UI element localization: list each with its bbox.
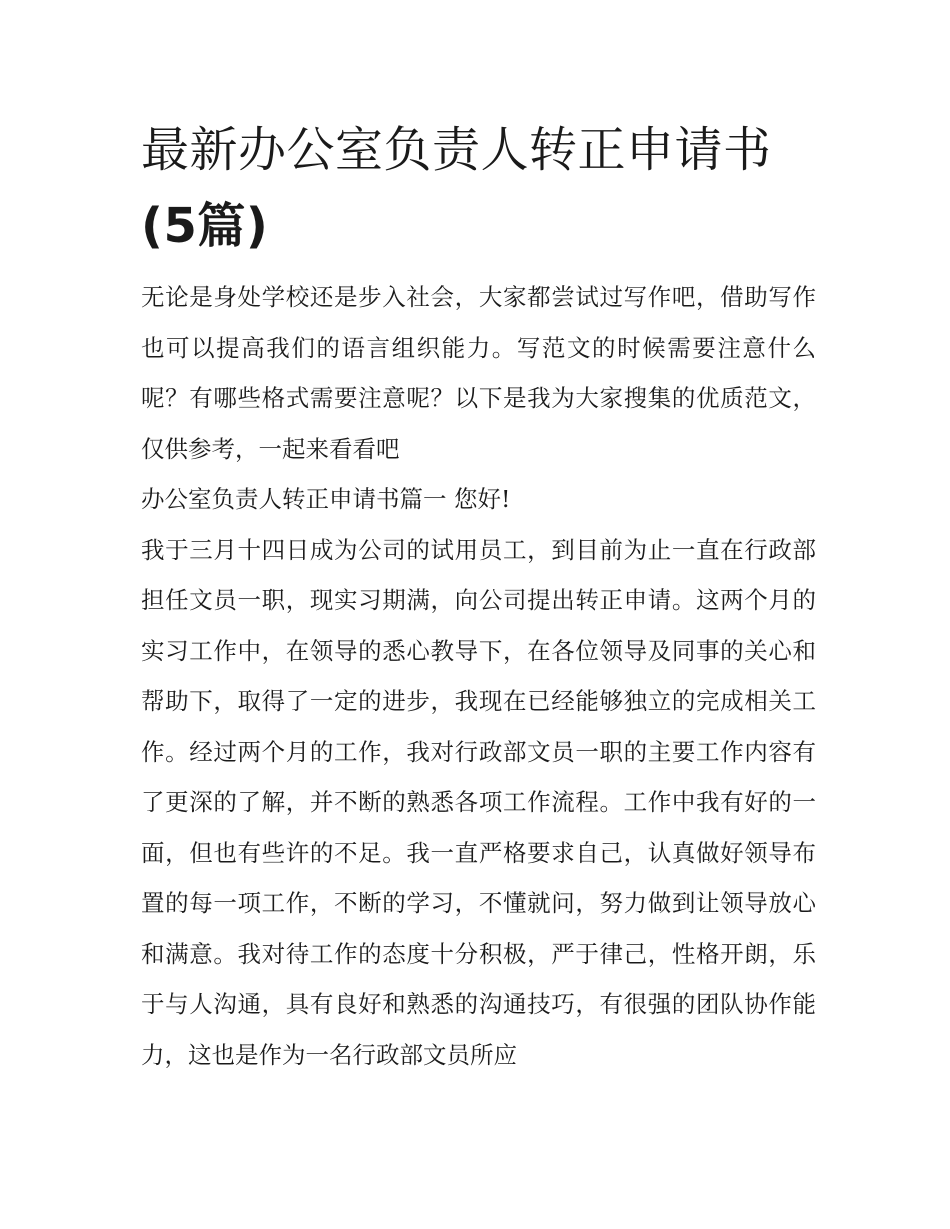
- section-heading-paragraph: 办公室负责人转正申请书篇一 您好!: [141, 485, 511, 513]
- document-body: [141, 272, 816, 1080]
- title-suffix: (5篇): [141, 198, 269, 254]
- document-content: [141, 112, 816, 1080]
- document-title: [141, 112, 816, 264]
- title-main: 最新办公室负责人转正申请书: [141, 122, 772, 178]
- intro-paragraph: 无论是身处学校还是步入社会，大家都尝试过写作吧，借助写作也可以提高我们的语言组织能力。写范文的时候需要注意什么呢？有哪些格式需要注意呢？以下是我为大家搜集的优质范文，仅供参考，一起来看看吧: [141, 283, 816, 463]
- body-paragraph: 我于三月十四日成为公司的试用员工，到目前为止一直在行政部担任文员一职，现实习期满，向公司提出转正申请。这两个月的实习工作中，在领导的悉心教导下，在各位领导及同事的关心和帮助下，取得了一定的进步，我现在已经能够独立的完成相关工作。经过两个月的工作，我对行政部文员一职的主要工作内容有了更深的了解，并不断的熟悉各项工作流程。工作中我有好的一面，但也有些许的不足。我一直严格要求自己，认真做好领导布置的每一项工作，不断的学习，不懂就问，努力做到让领导放心和满意。我对待工作的态度十分积极，严于律己，性格开朗，乐于与人沟通，具有良好和熟悉的沟通技巧，有很强的团队协作能力，这也是作为一名行政部文员所应: [141, 535, 816, 1069]
